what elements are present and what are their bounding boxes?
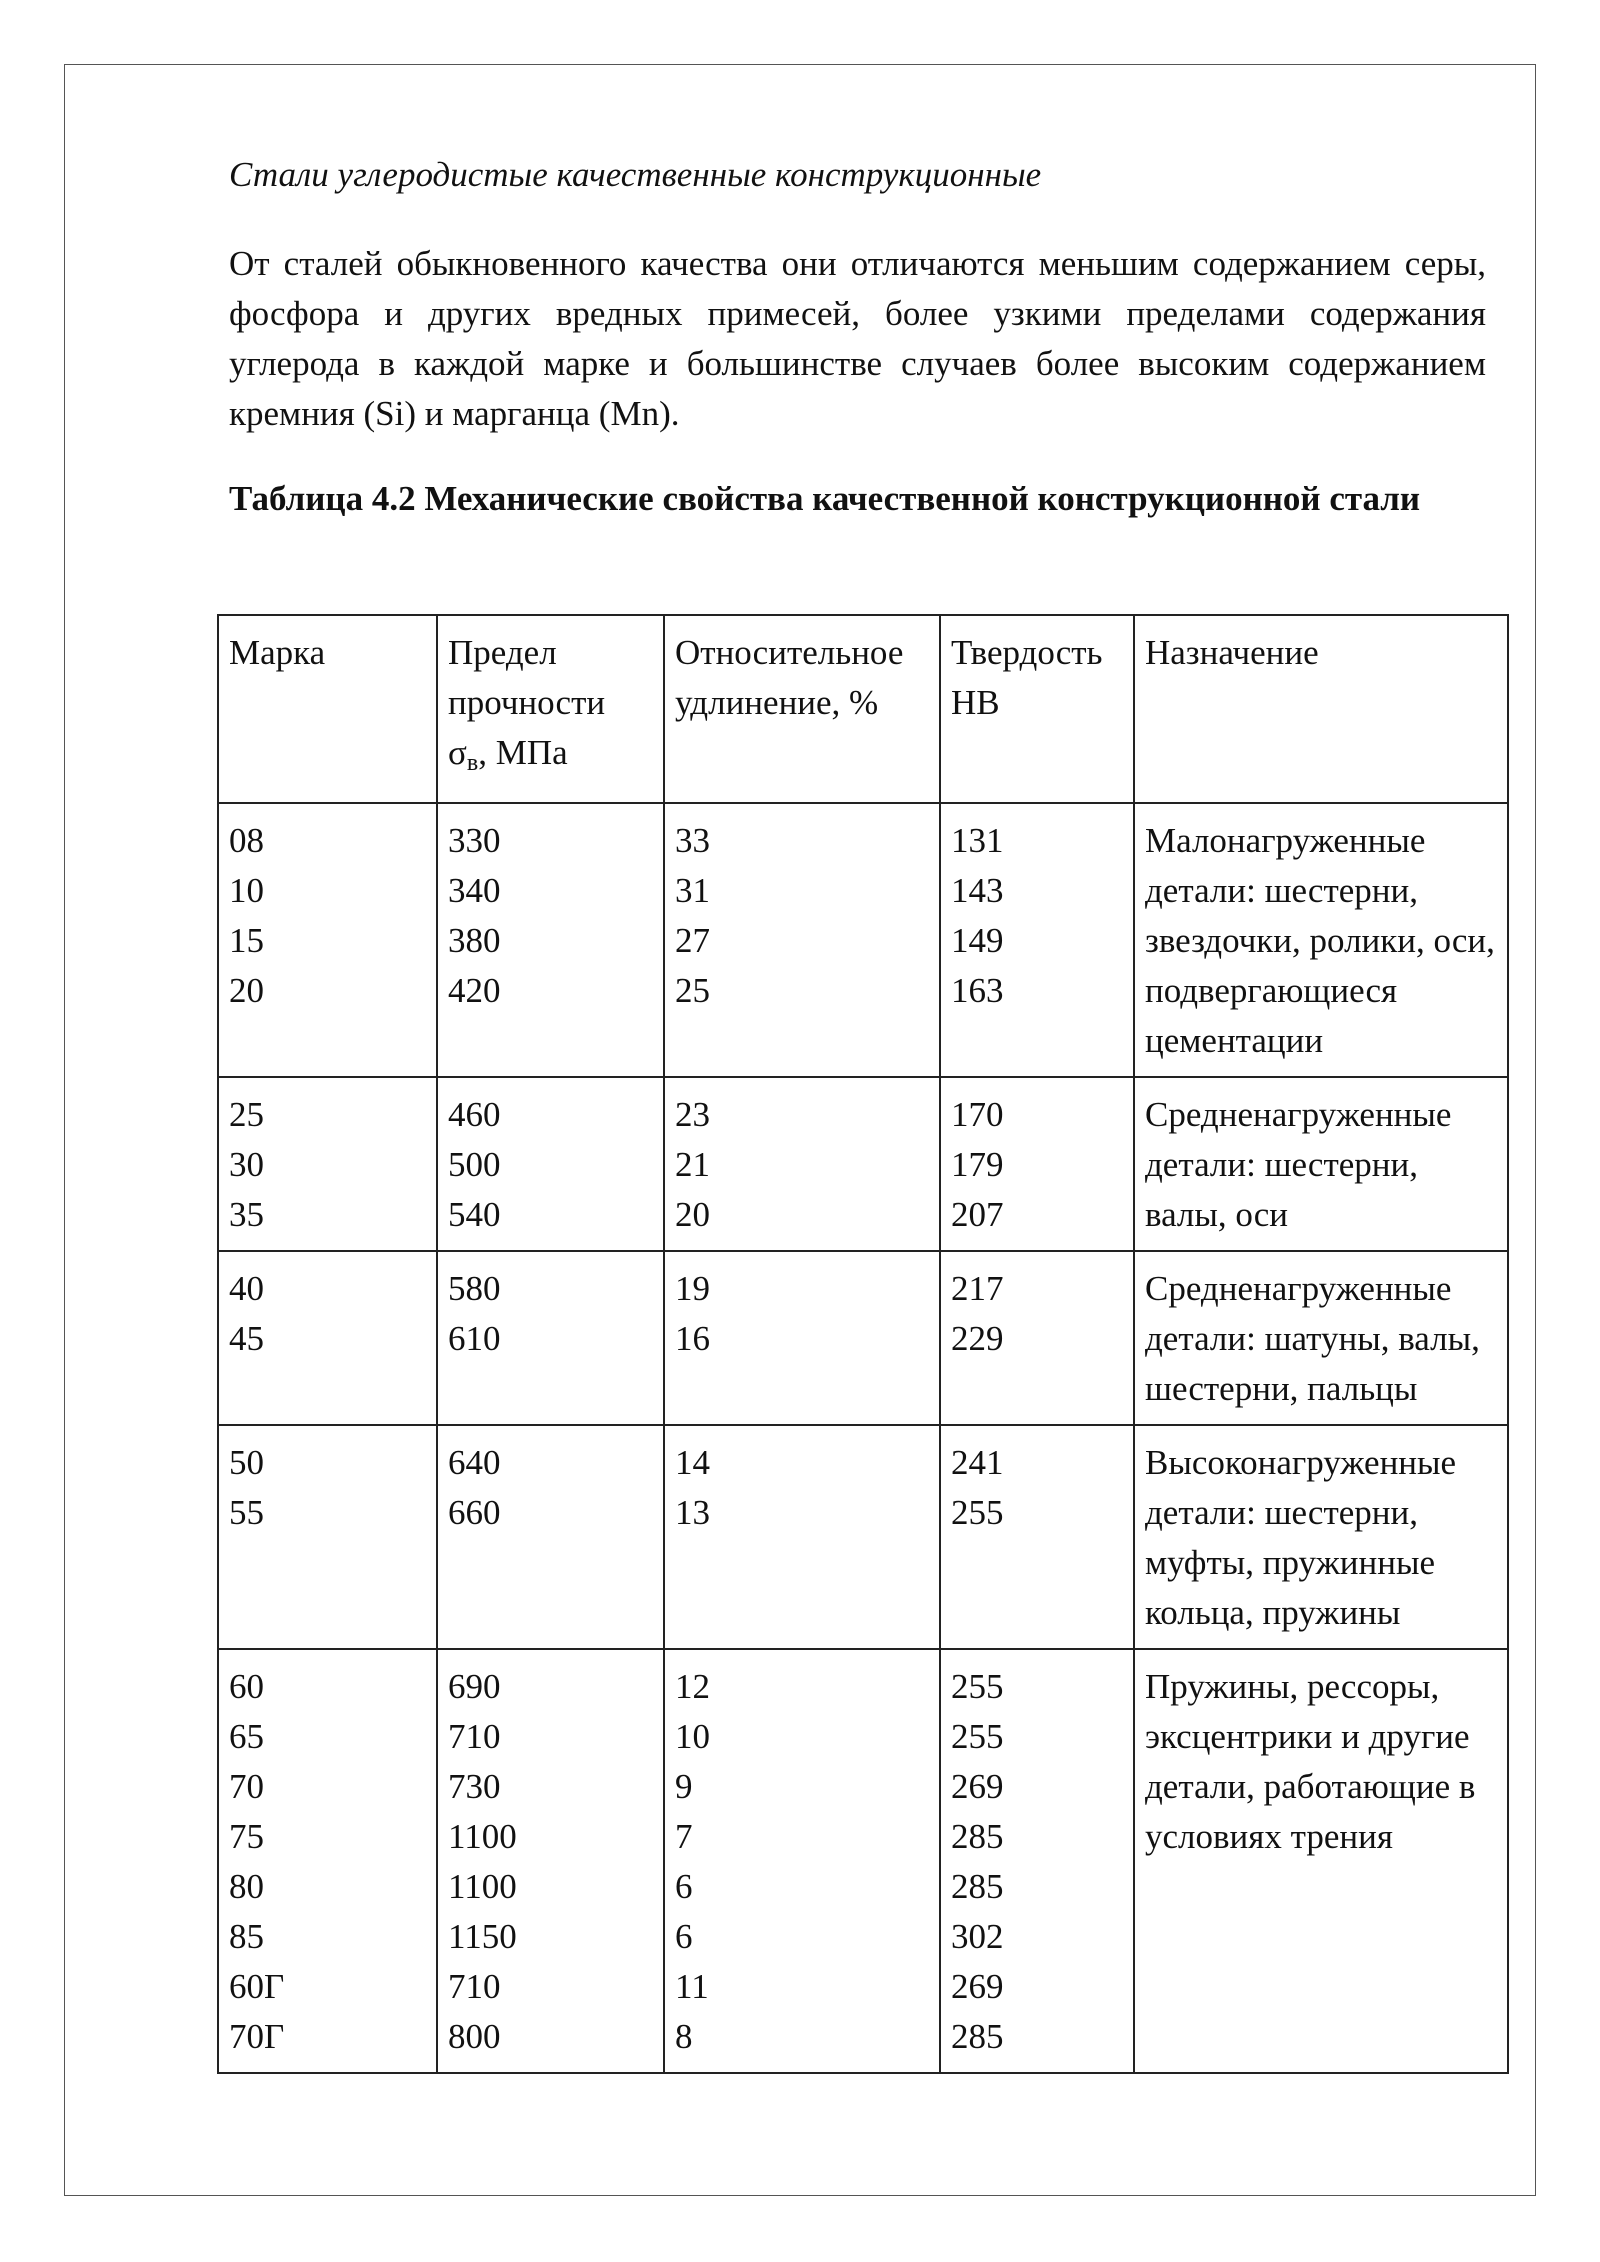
cell-elongation: [664, 1251, 940, 1425]
cell-grade-value: 70Г: [229, 2017, 285, 2056]
cell-strength-value: 380: [448, 921, 501, 960]
table-body: [218, 803, 1508, 2073]
header-elongation: Относительное удлинение, %: [664, 615, 940, 803]
table-row: [218, 1251, 1508, 1425]
cell-purpose: Высоконагруженные детали: шестерни, муфты, пружинные кольца, пружины: [1134, 1425, 1508, 1649]
cell-elongation-value: 23: [675, 1095, 710, 1134]
cell-grade: [218, 1425, 437, 1649]
cell-strength: [437, 1251, 664, 1425]
cell-hardness-value: 179: [951, 1145, 1004, 1184]
cell-strength-value: 1150: [448, 1917, 517, 1956]
cell-elongation-value: 14: [675, 1443, 710, 1482]
cell-purpose: Средненагруженные детали: шестерни, валы, оси: [1134, 1077, 1508, 1251]
cell-strength-value: 1100: [448, 1867, 517, 1906]
cell-elongation-value: 12: [675, 1667, 710, 1706]
table-header-row: [218, 615, 1508, 803]
cell-hardness-value: 285: [951, 1867, 1004, 1906]
cell-hardness-value: 170: [951, 1095, 1004, 1134]
cell-grade-value: 75: [229, 1817, 264, 1856]
cell-hardness-value: 131: [951, 821, 1004, 860]
cell-hardness-value: 255: [951, 1493, 1004, 1532]
cell-strength-value: 730: [448, 1767, 501, 1806]
table-row: [218, 1077, 1508, 1251]
cell-elongation-value: 25: [675, 971, 710, 1010]
cell-elongation-value: 27: [675, 921, 710, 960]
cell-elongation: [664, 1077, 940, 1251]
cell-purpose: Пружины, рессоры, эксцентрики и другие детали, работающие в условиях трения: [1134, 1649, 1508, 2073]
cell-elongation-value: 33: [675, 821, 710, 860]
cell-grade-value: 60Г: [229, 1967, 285, 2006]
cell-elongation-value: 6: [675, 1867, 693, 1906]
cell-elongation-value: 10: [675, 1717, 710, 1756]
cell-strength-value: 640: [448, 1443, 501, 1482]
cell-grade-value: 55: [229, 1493, 264, 1532]
cell-hardness-value: 229: [951, 1319, 1004, 1358]
cell-purpose: Малонагруженные детали: шестерни, звездочки, ролики, оси, подвергающиеся цементации: [1134, 803, 1508, 1077]
cell-elongation-value: 6: [675, 1917, 693, 1956]
cell-grade-value: 30: [229, 1145, 264, 1184]
cell-strength: [437, 1649, 664, 2073]
cell-hardness-value: 163: [951, 971, 1004, 1010]
header-hardness: Твердость НВ: [940, 615, 1134, 803]
cell-grade: [218, 1251, 437, 1425]
cell-elongation: [664, 803, 940, 1077]
cell-strength-value: 800: [448, 2017, 501, 2056]
cell-purpose: Средненагруженные детали: шатуны, валы, шестерни, пальцы: [1134, 1251, 1508, 1425]
cell-strength-value: 500: [448, 1145, 501, 1184]
cell-grade-value: 85: [229, 1917, 264, 1956]
cell-elongation-value: 19: [675, 1269, 710, 1308]
cell-grade-value: 45: [229, 1319, 264, 1358]
cell-elongation-value: 31: [675, 871, 710, 910]
cell-elongation-value: 13: [675, 1493, 710, 1532]
cell-hardness-value: 143: [951, 871, 1004, 910]
cell-strength-value: 340: [448, 871, 501, 910]
cell-elongation-value: 20: [675, 1195, 710, 1234]
cell-strength: [437, 803, 664, 1077]
cell-strength-value: 710: [448, 1717, 501, 1756]
cell-grade-value: 80: [229, 1867, 264, 1906]
cell-strength-value: 330: [448, 821, 501, 860]
cell-hardness-value: 255: [951, 1717, 1004, 1756]
cell-grade: [218, 1077, 437, 1251]
table-row: [218, 803, 1508, 1077]
cell-hardness-value: 269: [951, 1767, 1004, 1806]
cell-grade-value: 35: [229, 1195, 264, 1234]
cell-hardness-value: 241: [951, 1443, 1004, 1482]
cell-hardness: [940, 1251, 1134, 1425]
cell-hardness: [940, 1077, 1134, 1251]
cell-grade-value: 25: [229, 1095, 264, 1134]
cell-strength-value: 660: [448, 1493, 501, 1532]
cell-elongation-value: 16: [675, 1319, 710, 1358]
cell-grade-value: 08: [229, 821, 264, 860]
header-grade: Марка: [218, 615, 437, 803]
cell-strength-value: 610: [448, 1319, 501, 1358]
cell-grade-value: 10: [229, 871, 264, 910]
cell-grade-value: 40: [229, 1269, 264, 1308]
mechanical-properties-table: [217, 614, 1509, 2074]
cell-hardness-value: 207: [951, 1195, 1004, 1234]
cell-strength-value: 580: [448, 1269, 501, 1308]
cell-elongation-value: 21: [675, 1145, 710, 1184]
cell-hardness-value: 285: [951, 1817, 1004, 1856]
table-row: [218, 1425, 1508, 1649]
cell-hardness-value: 269: [951, 1967, 1004, 2006]
header-strength: Предел прочности σв, МПа: [437, 615, 664, 803]
cell-elongation-value: 11: [675, 1967, 709, 2006]
cell-elongation: [664, 1425, 940, 1649]
cell-elongation-value: 8: [675, 2017, 693, 2056]
table-row: [218, 1649, 1508, 2073]
cell-elongation: [664, 1649, 940, 2073]
cell-hardness-value: 217: [951, 1269, 1004, 1308]
cell-grade-value: 20: [229, 971, 264, 1010]
cell-strength-value: 540: [448, 1195, 501, 1234]
header-purpose: Назначение: [1134, 615, 1508, 803]
cell-grade-value: 50: [229, 1443, 264, 1482]
cell-strength-value: 1100: [448, 1817, 517, 1856]
cell-elongation-value: 7: [675, 1817, 693, 1856]
cell-hardness-value: 285: [951, 2017, 1004, 2056]
cell-hardness: [940, 1425, 1134, 1649]
cell-grade: [218, 1649, 437, 2073]
intro-paragraph: От сталей обыкновенного качества они отличаются меньшим содержанием серы, фосфора и других вредных примесей, более узкими пределами содержания углерода в каждой марке и большинстве случаев более высоким содержанием кремния (Si) и марганца (Mn).: [229, 244, 1486, 433]
cell-hardness-value: 255: [951, 1667, 1004, 1706]
cell-hardness-value: 149: [951, 921, 1004, 960]
cell-hardness: [940, 1649, 1134, 2073]
cell-grade-value: 65: [229, 1717, 264, 1756]
cell-grade: [218, 803, 437, 1077]
cell-strength-value: 420: [448, 971, 501, 1010]
cell-grade-value: 70: [229, 1767, 264, 1806]
table-caption: Таблица 4.2 Механические свойства качественной конструкционной стали: [229, 479, 1421, 518]
cell-strength-value: 710: [448, 1967, 501, 2006]
cell-strength-value: 460: [448, 1095, 501, 1134]
cell-strength: [437, 1425, 664, 1649]
cell-elongation-value: 9: [675, 1767, 693, 1806]
cell-hardness-value: 302: [951, 1917, 1004, 1956]
cell-grade-value: 60: [229, 1667, 264, 1706]
cell-strength-value: 690: [448, 1667, 501, 1706]
cell-grade-value: 15: [229, 921, 264, 960]
section-subtitle: Стали углеродистые качественные конструкционные: [229, 155, 1042, 194]
cell-strength: [437, 1077, 664, 1251]
cell-hardness: [940, 803, 1134, 1077]
